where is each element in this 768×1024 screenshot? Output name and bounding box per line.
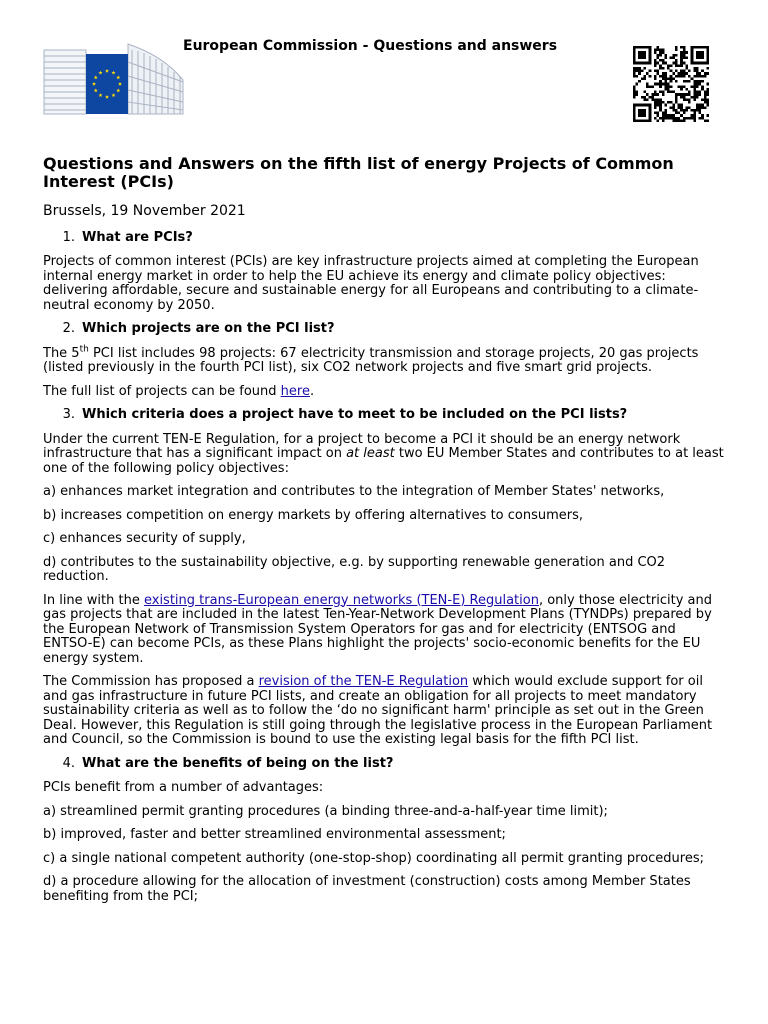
text-run: The full list of projects can be found [43,383,281,399]
question-text: What are the benefits of being on the list? [82,755,394,771]
text-run: Under the current TEN-E Regulation, for a project to become a PCI it should be an energy network infrastructure that has a significant impact on [43,431,681,461]
paragraph [43,433,725,477]
question-number: 4. [62,755,75,771]
superscript: th [79,344,89,355]
paragraph: PCIs benefit from a number of advantages: [43,780,324,795]
document-type-header: European Commission - Questions and answers [183,38,558,54]
paragraph: Projects of common interest (PCIs) are key infrastructure projects aimed at completing the European internal energy market in order to help the EU achieve its energy and climate policy objectives: delivering affordable, secure and sustainable energy for all Europeans and contributing to a climate-neutral economy by 2050. [43,254,699,313]
text-run: . [309,383,315,399]
list-item: a) enhances market integration and contributes to the integration of Member States' networks, [43,484,665,499]
text-run: The 5 [43,345,80,361]
emphasis: at least [346,446,395,461]
question-text: Which criteria does a project have to meet to be included on the PCI lists? [82,407,628,422]
question-heading [43,322,725,337]
text-run: PCI list includes 98 projects: 67 electricity transmission and storage projects, 20 gas projects (listed previously in the fourth PCI list), six CO2 network projects and five smart grid projects. [43,345,699,375]
list-item: a) streamlined permit granting procedures (a binding three-and-a-half-year time limit); [43,803,608,819]
qr-code-icon [632,46,710,122]
paragraph [43,675,725,748]
question-number: 2. [62,321,75,336]
text-run: two EU Member States and contributes to at least one of the following policy objectives: [43,446,724,476]
document-body [43,155,725,913]
list-item: d) contributes to the sustainability objective, e.g. by supporting renewable generation and CO2 reduction. [43,554,666,584]
eu-flag [86,54,128,114]
european-commission-logo [42,42,185,116]
page-title: Questions and Answers on the fifth list of energy Projects of Common Interest (PCIs) [43,154,674,191]
question-text: What are PCIs? [82,229,193,245]
question-heading [43,408,725,423]
question-heading [43,231,725,246]
list-item: c) enhances security of supply, [43,531,246,546]
text-run: In line with the [43,592,144,608]
list-item: b) increases competition on energy markets by offering alternatives to consumers, [43,507,584,523]
ten-e-revision-link[interactable]: revision of the TEN-E Regulation [258,674,469,689]
paragraph [43,344,725,376]
question-number: 3. [62,407,75,422]
list-item: c) a single national competent authority (one-stop-shop) coordinating all permit granting procedures; [43,850,704,866]
question-heading [43,757,725,772]
pci-list-link[interactable]: here [280,383,310,399]
list-item: b) improved, faster and better streamlined environmental assessment; [43,827,506,842]
ten-e-regulation-link[interactable]: existing trans-European energy networks (TEN-E) Regulation [143,592,539,608]
paragraph [43,594,725,667]
question-text: Which projects are on the PCI list? [82,321,335,336]
list-item: d) a procedure allowing for the allocation of investment (construction) costs among Member States benefiting from the PCI; [43,874,691,904]
text-run: The Commission has proposed a [43,674,259,689]
paragraph [43,385,725,400]
question-number: 1. [62,229,75,245]
text-run: which would exclude support for oil and gas infrastructure in future PCI lists, and create an obligation for all projects to meet mandatory sustainability criteria as well as to follow the ‘do no significant harm' principle as set out in the Green Deal. However, this Regulation is still going through the legislative process in the European Parliament and Council, so the Commission is bound to use the existing legal basis for the fifth PCI list. [43,674,713,747]
text-run: , only those electricity and gas projects that are included in the latest Ten-Year-Network Development Plans (TYNDPs) prepared by the European Network of Transmission System Operators for gas and for electricity (ENTSOG and ENTSO-E) can become PCIs, as these Plans highlight the projects' socio-economic benefits for the EU energy system. [43,592,712,666]
dateline: Brussels, 19 November 2021 [43,203,246,219]
